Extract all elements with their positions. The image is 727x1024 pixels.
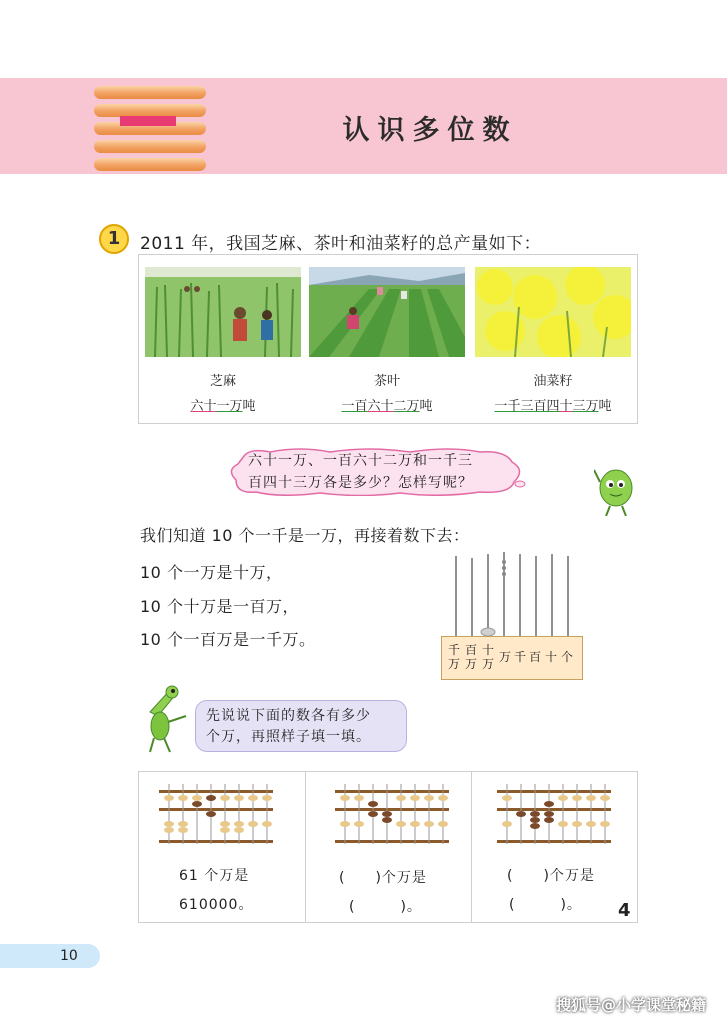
- digit-word: 一: [494, 399, 508, 414]
- digit-word: 二: [393, 399, 407, 414]
- digit-word: 四: [546, 399, 560, 414]
- place-char: 万: [448, 657, 461, 671]
- unit-word: 十: [203, 399, 217, 414]
- card-2-line-2: ( )。: [349, 899, 422, 915]
- card-1-line-2: 610000。: [179, 897, 254, 913]
- card-divider: [471, 772, 472, 922]
- place-label-qian-wan: [448, 643, 460, 671]
- place-label-bai-wan: [465, 643, 477, 671]
- card-2-line-1: ( )个万是: [339, 870, 427, 886]
- digit-word: 三: [520, 399, 534, 414]
- abacus-exercise-cards: [138, 771, 638, 923]
- place-label-bai: 百: [529, 650, 542, 664]
- unit-word: 百: [533, 399, 547, 414]
- cloud-line: 六十一万、一百六十二万和一千三: [248, 453, 473, 469]
- green-mascot-icon: [594, 462, 638, 516]
- header-decor-bar: [94, 140, 206, 153]
- unit-word: 万: [229, 399, 243, 414]
- unit-word: 万: [585, 399, 599, 414]
- page-number: 10: [60, 948, 78, 964]
- unit-word: 吨: [242, 399, 256, 414]
- place-label-shi-wan: [482, 643, 494, 671]
- digit-word: 三: [572, 399, 586, 414]
- unit-word: 百: [354, 399, 368, 414]
- digit-word: 六: [367, 399, 381, 414]
- abacus-diagram: [335, 784, 449, 844]
- unit-word: 千: [507, 399, 521, 414]
- place-label-wan: 万: [499, 650, 512, 664]
- card-divider: [305, 772, 306, 922]
- digit-word: 一: [216, 399, 230, 414]
- edge-fragment: 4: [618, 900, 631, 921]
- place-value-label-box: [441, 636, 583, 680]
- crop-amount-rapeseed: [475, 395, 631, 414]
- header-decor-bar: [94, 86, 206, 99]
- digit-word: 六: [190, 399, 204, 414]
- abacus-diagram: [159, 784, 273, 844]
- place-char: 千: [448, 643, 461, 657]
- hint-line: 先说说下面的数各有多少: [206, 708, 371, 724]
- counting-line: 10 个一百万是一千万。: [140, 630, 316, 649]
- abacus-diagram: [497, 784, 611, 844]
- unit-word: 吨: [598, 399, 612, 414]
- crop-name-rapeseed: 油菜籽: [533, 374, 573, 389]
- card-3-line-2: ( )。: [509, 897, 582, 913]
- source-watermark: 搜狐号@小学课堂秘籍: [556, 996, 707, 1014]
- crop-amount-tea: [309, 395, 465, 414]
- crop-amount-sesame: [145, 395, 301, 414]
- problem-statement: 2011 年，我国芝麻、茶叶和油菜籽的总产量如下：: [140, 234, 542, 254]
- card-3-line-1: ( )个万是: [507, 868, 595, 884]
- place-char: 十: [482, 643, 495, 657]
- problem-number-badge: 1: [99, 224, 129, 254]
- place-char: 万: [465, 657, 478, 671]
- digit-word: 一: [341, 399, 355, 414]
- hint-text: [206, 706, 402, 748]
- card-1-line-1: 61 个万是: [179, 868, 250, 884]
- counting-line: 10 个十万是一百万，: [140, 597, 299, 616]
- unit-word: 万: [406, 399, 420, 414]
- tea-garden-photo: [309, 267, 465, 357]
- crop-photo-panel: [138, 254, 638, 424]
- page-number-tab: [0, 944, 100, 968]
- header-decor-bar: [94, 158, 206, 171]
- chapter-title: 认识多位数: [342, 115, 518, 146]
- counting-frame-rods: [448, 552, 588, 636]
- place-label-ge: 个: [561, 650, 574, 664]
- cloud-line: 百四十三万各是多少？怎样写呢？: [248, 475, 473, 491]
- counting-intro: 我们知道 10 个一千是一万，再接着数下去：: [140, 526, 470, 545]
- header-accent-mark: [120, 116, 176, 126]
- hint-line: 个万，再照样子填一填。: [206, 729, 371, 745]
- unit-word: 十: [559, 399, 573, 414]
- place-label-shi: 十: [545, 650, 558, 664]
- place-char: 百: [465, 643, 478, 657]
- grasshopper-mascot-icon: [140, 682, 188, 754]
- place-char: 万: [482, 657, 495, 671]
- unit-word: 吨: [419, 399, 433, 414]
- counting-line: 10 个一万是十万，: [140, 563, 283, 582]
- cloud-question-text: [248, 450, 533, 494]
- sesame-field-photo: [145, 267, 301, 357]
- place-label-qian: 千: [514, 650, 527, 664]
- crop-name-sesame: 芝麻: [209, 374, 236, 389]
- rapeseed-flower-photo: [475, 267, 631, 357]
- crop-name-tea: 茶叶: [373, 374, 400, 389]
- unit-word: 十: [380, 399, 394, 414]
